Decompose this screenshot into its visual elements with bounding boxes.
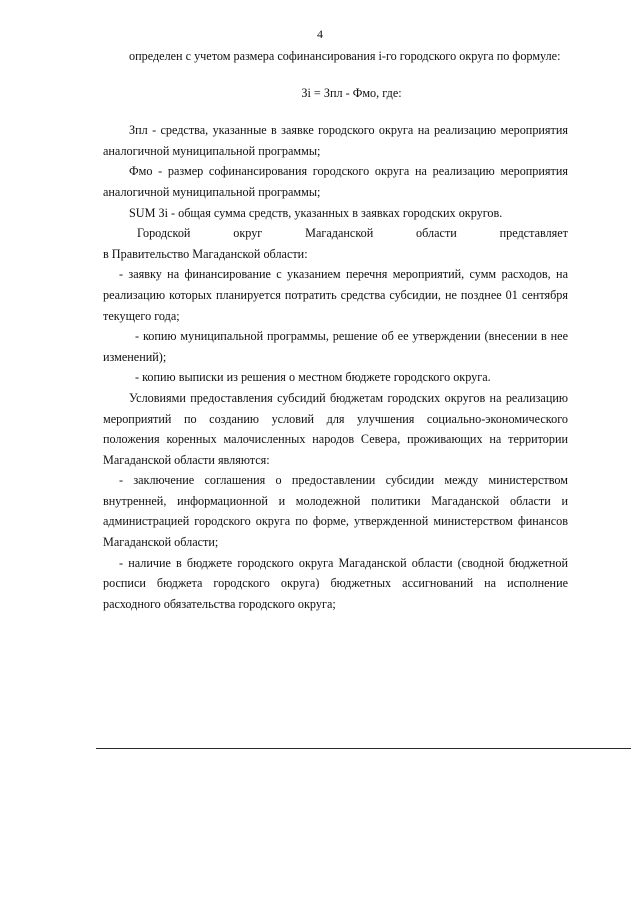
paragraph-conditions: Условиями предоставления субсидий бюджетам городских округов на реализацию мероприятий по созданию условий для улучшения социально-экономического положения коренных малочисленных народов Севера, проживающих на территории Магаданской области являются: [103,390,568,467]
document-body [103,46,568,614]
paragraph-fmo-definition: Фмо - размер софинансирования городского округа на реализацию мероприятия аналогичной муниципальной программы; [103,164,568,199]
paragraph-submits-recipient: в Правительство Магаданской области: [103,246,308,261]
page-number: 4 [317,27,323,41]
footer-divider [96,748,631,749]
list-item-agreement: - заключение соглашения о предоставлении субсидии между министерством внутренней, информационной и молодежной политики Магаданской области и администрацией городского округа по форме, утвержденной министерством финансов Магаданской области; [103,473,568,550]
paragraph-intro: определен с учетом размера софинансирования i-го городского округа по формуле: [129,49,561,63]
list-item-budget-extract: - копию выписки из решения о местном бюджете городского округа. [135,370,491,385]
formula: Зi = Зпл - Фмо, где: [301,85,402,100]
paragraph-submits-heading: Городской округ Магаданской области представляет [137,226,568,241]
list-item-program-copy: - копию муниципальной программы, решение об ее утверждении (внесении в нее изменений); [103,329,568,364]
paragraph-zpl-definition: Зпл - средства, указанные в заявке городского округа на реализацию мероприятия аналогичной муниципальной программы; [103,123,568,158]
paragraph-sum-definition: SUM Зi - общая сумма средств, указанных в заявках городских округов. [129,205,503,220]
list-item-budget-allocations: - наличие в бюджете городского округа Магаданской области (сводной бюджетной росписи бюджета городского округа) бюджетных ассигнований на исполнение расходного обязательства городского округа; [103,555,568,611]
list-item-application: - заявку на финансирование с указанием перечня мероприятий, сумм расходов, на реализацию которых планируется потратить средства субсидии, не позднее 01 сентября текущего года; [103,267,568,323]
